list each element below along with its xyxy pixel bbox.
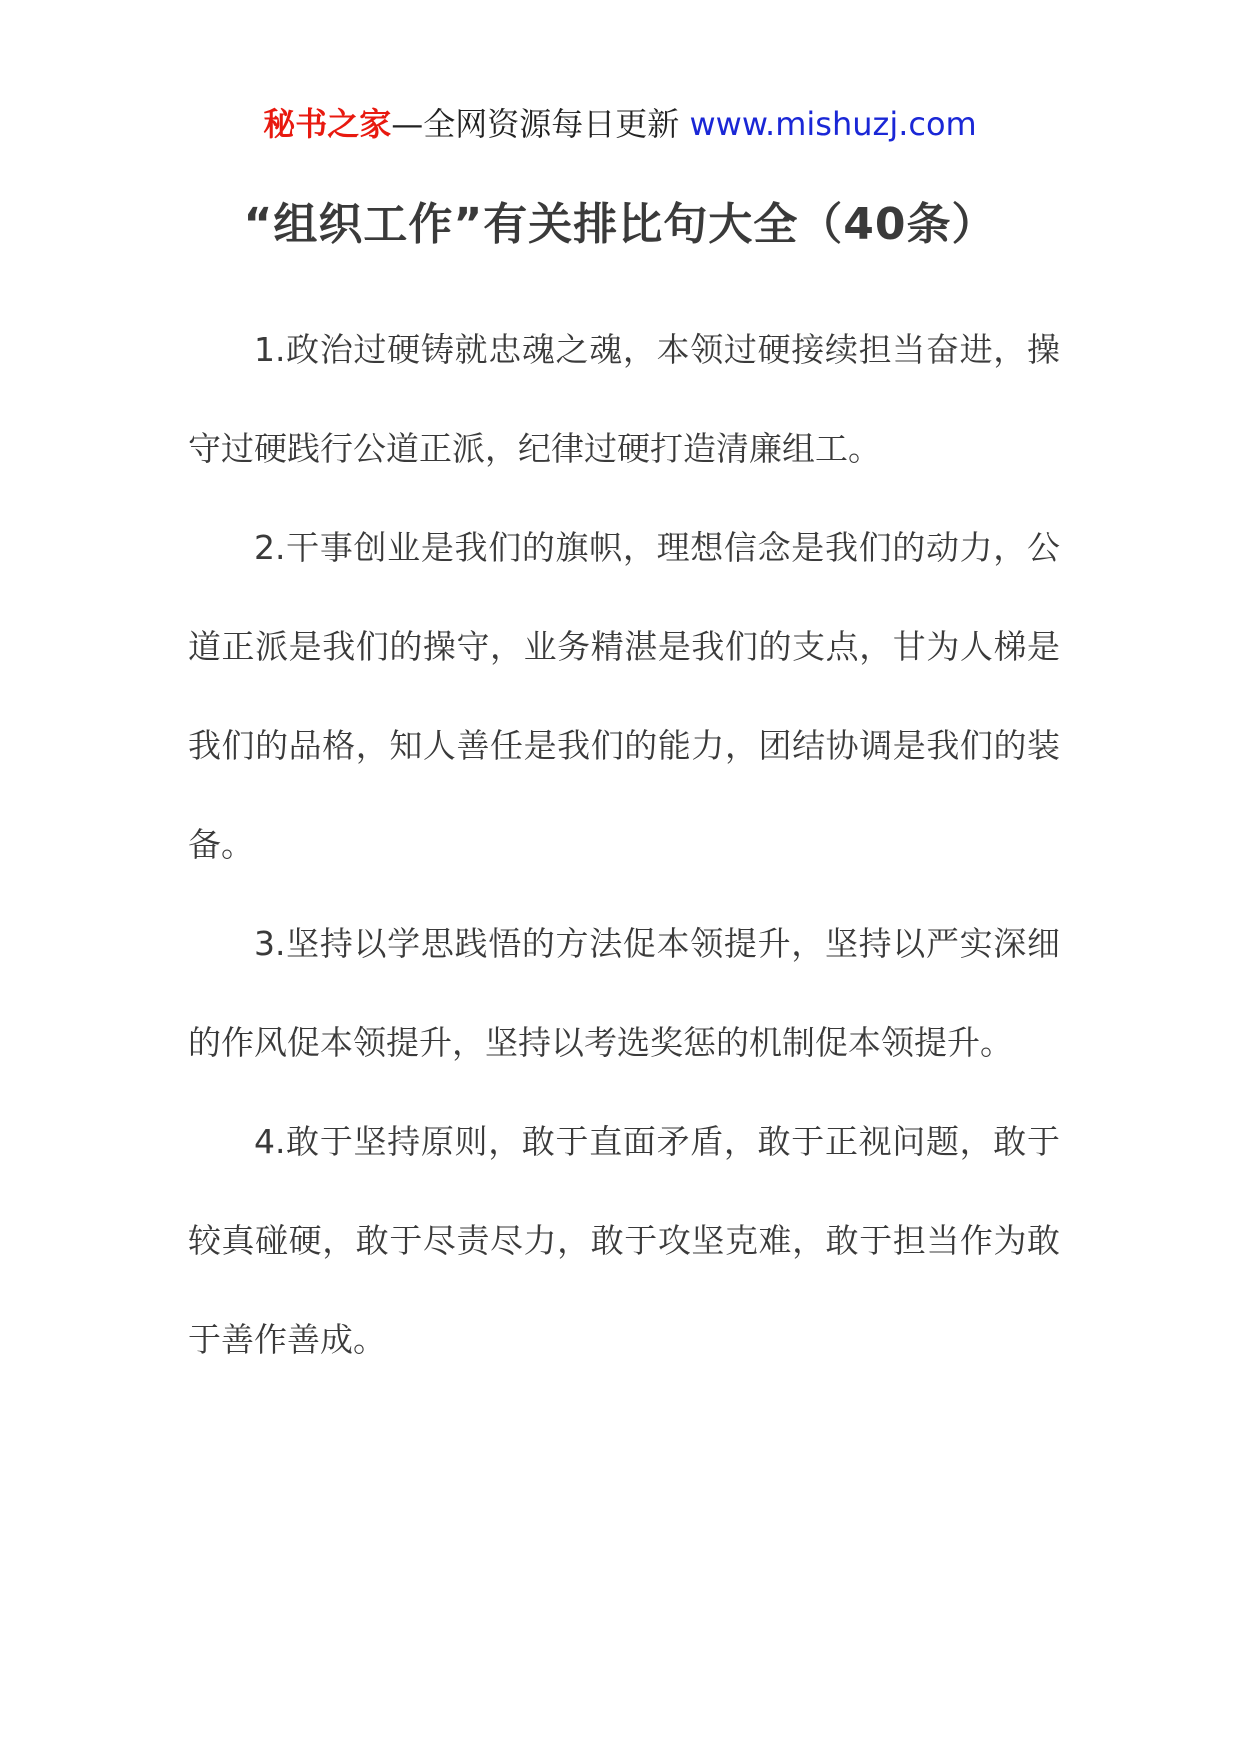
site-url-link[interactable]: www.mishuzj.com bbox=[689, 105, 977, 143]
document-body bbox=[188, 300, 1060, 1389]
paragraph-1: 1.政治过硬铸就忠魂之魂，本领过硬接续担当奋进，操守过硬践行公道正派，纪律过硬打造清廉组工。 bbox=[188, 330, 1060, 468]
paragraph-2: 2.干事创业是我们的旗帜，理想信念是我们的动力，公道正派是我们的操守，业务精湛是我们的支点，甘为人梯是我们的品格，知人善任是我们的能力，团结协调是我们的装备。 bbox=[188, 528, 1060, 864]
document-title: “组织工作”有关排比句大全（40条） bbox=[243, 199, 997, 250]
site-tagline: —全网资源每日更新 bbox=[391, 105, 680, 143]
site-header bbox=[0, 100, 1240, 148]
paragraph-3: 3.坚持以学思践悟的方法促本领提升，坚持以严实深细的作风促本领提升，坚持以考选奖惩的机制促本领提升。 bbox=[188, 924, 1060, 1062]
paragraph-4: 4.敢于坚持原则，敢于直面矛盾，敢于正视问题，敢于较真碰硬，敢于尽责尽力，敢于攻坚克难，敢于担当作为敢于善作善成。 bbox=[188, 1122, 1060, 1359]
site-brand: 秘书之家 bbox=[263, 105, 392, 143]
